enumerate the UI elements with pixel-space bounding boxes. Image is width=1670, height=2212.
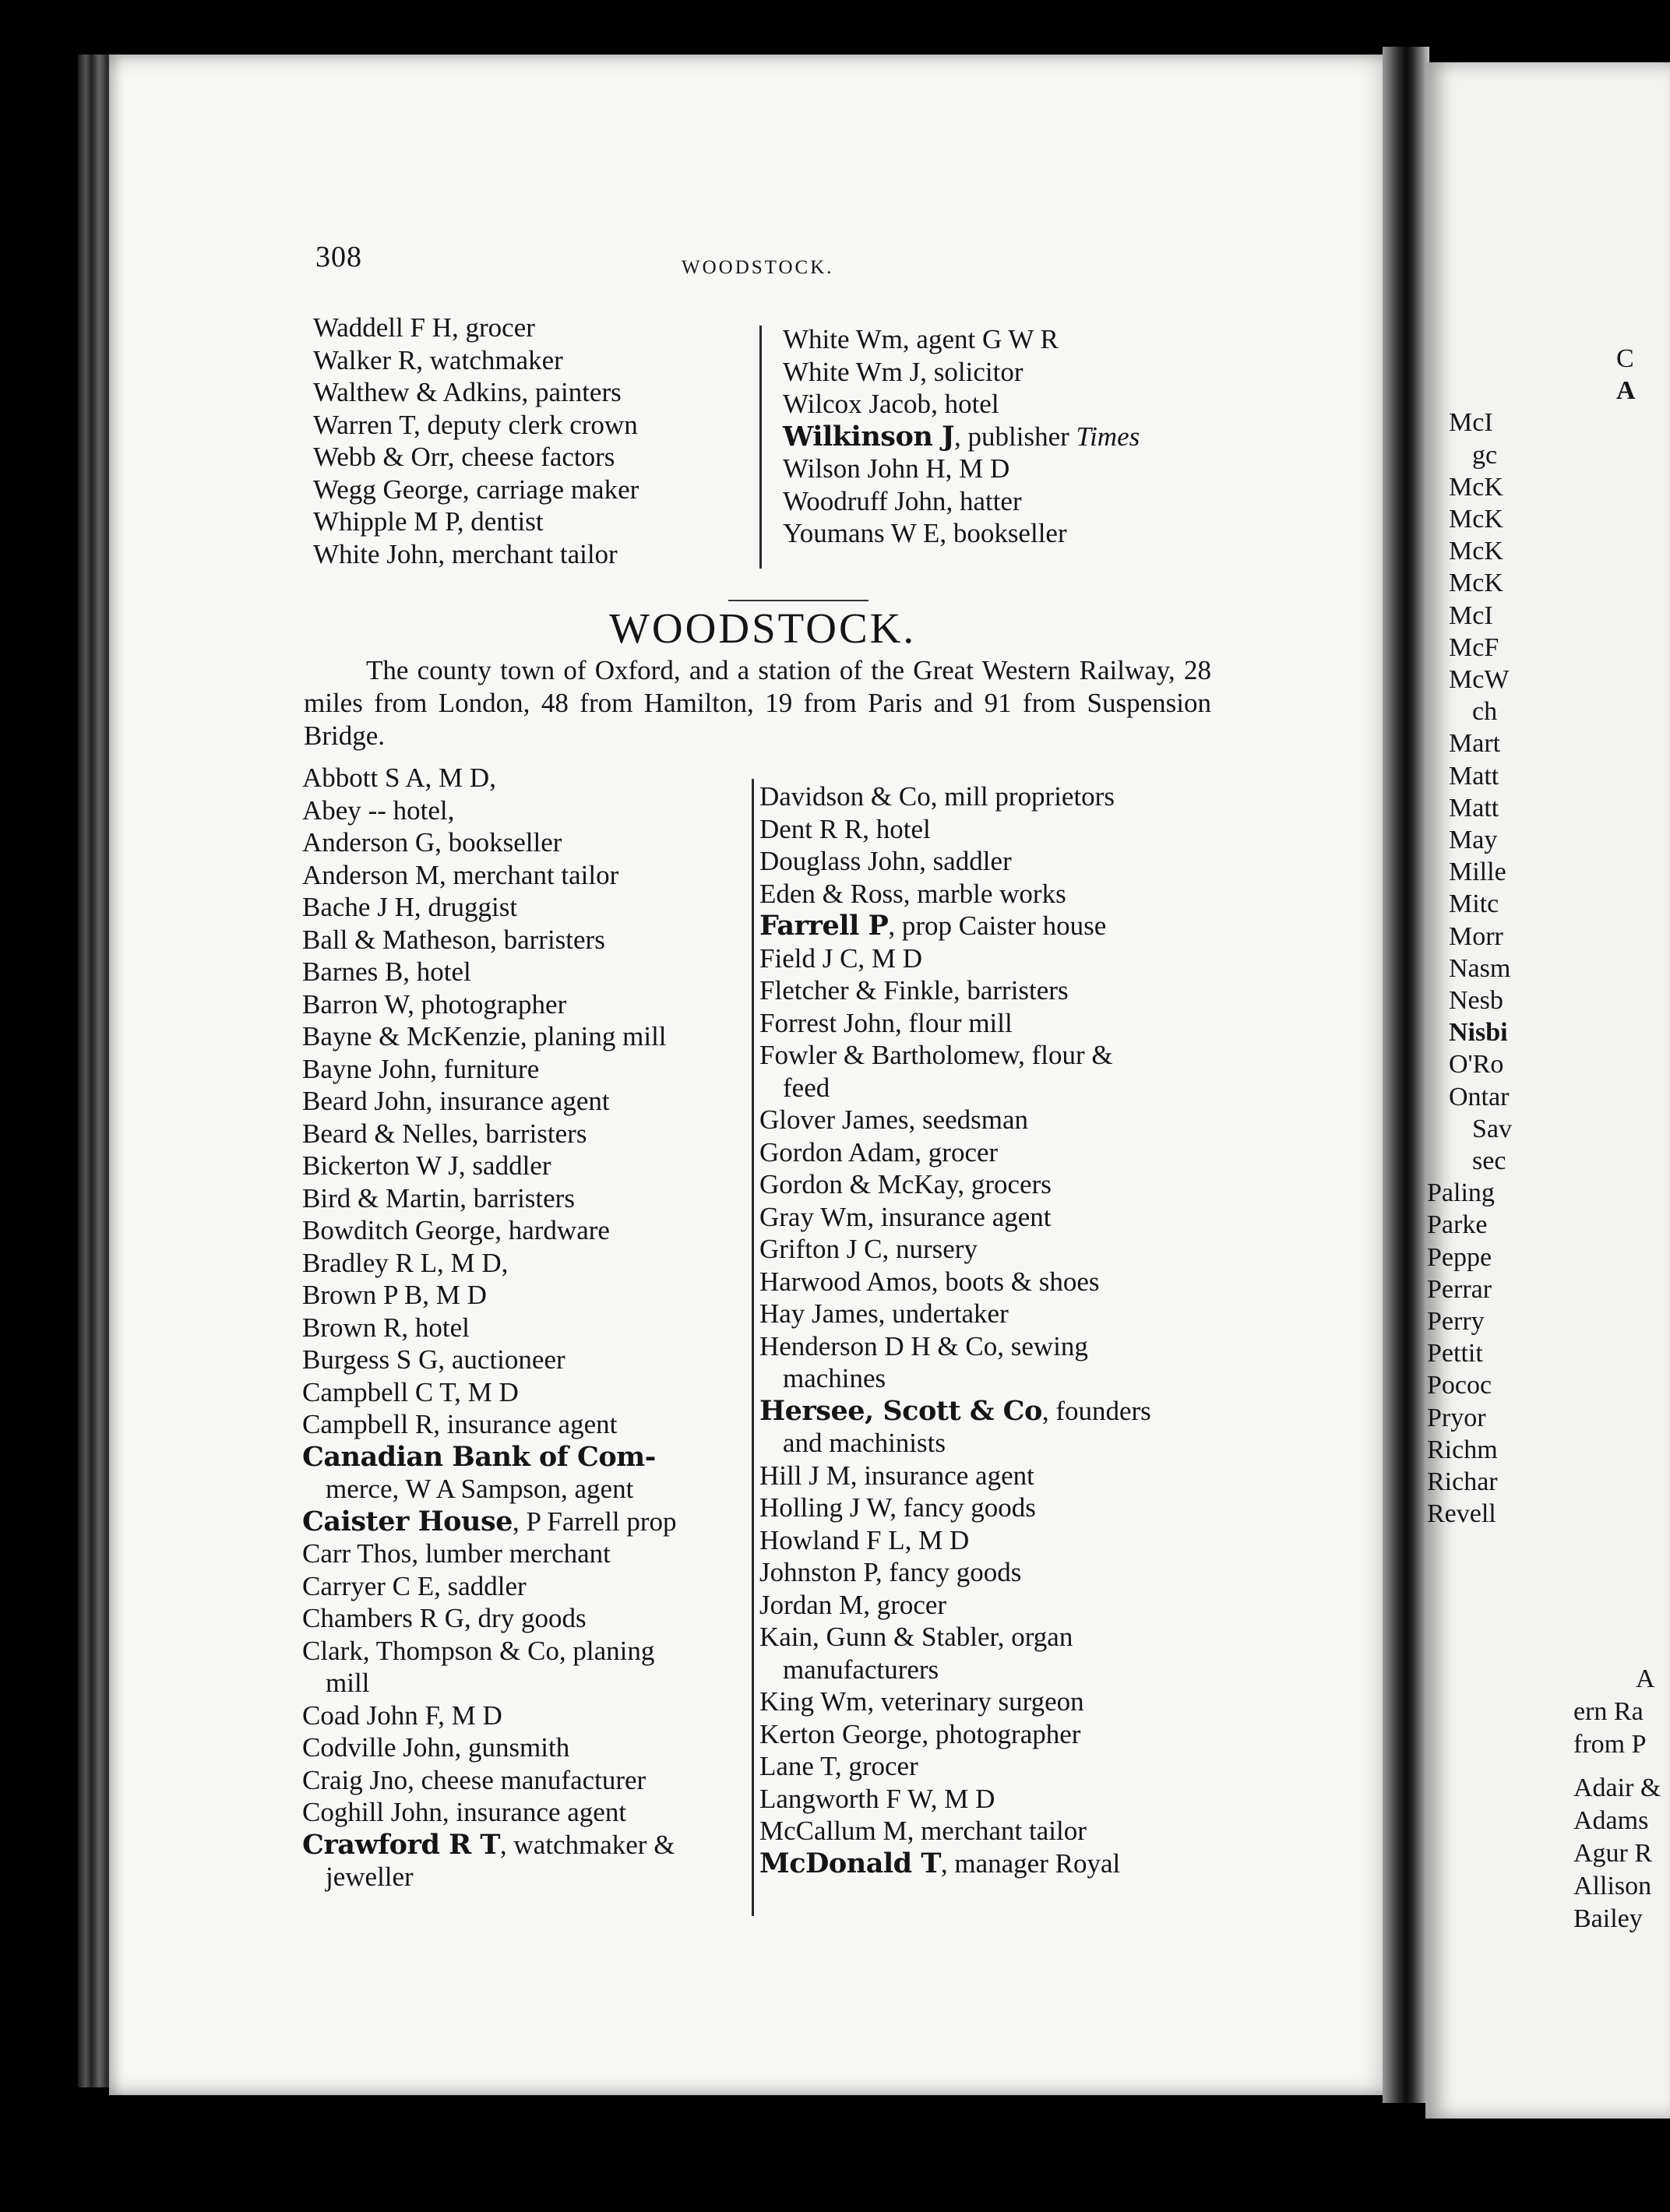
entry-detail: , fancy goods xyxy=(890,1492,1036,1523)
entry-name: Coad John F xyxy=(302,1700,439,1731)
entry-detail: , grocer xyxy=(863,1589,947,1620)
entry-name: McDonald T xyxy=(759,1847,941,1879)
directory-entry xyxy=(759,1395,1151,1460)
entry-name: Craig Jno xyxy=(302,1764,408,1795)
right-page-line: Adair & xyxy=(1573,1773,1661,1802)
directory-entry xyxy=(302,1829,677,1893)
entry-detail: , bookseller xyxy=(939,518,1067,548)
entry-detail: , painters xyxy=(521,377,622,407)
entry-detail: , agent G W R xyxy=(902,324,1059,354)
entry-detail: , merchant tailor xyxy=(438,538,618,569)
entry-name: White Wm J xyxy=(783,356,921,387)
entry-continuation: machines xyxy=(783,1363,886,1393)
entry-detail: , insurance agent xyxy=(867,1201,1052,1232)
entry-detail: , hatter xyxy=(946,485,1022,516)
directory-entry xyxy=(302,891,677,924)
directory-entry xyxy=(759,974,1151,1007)
entry-name: Brown P B xyxy=(302,1280,423,1310)
entry-name: Anderson G xyxy=(302,827,435,858)
right-page-line: Mart xyxy=(1449,729,1501,759)
directory-entry xyxy=(783,323,1140,356)
entry-name: Wegg George xyxy=(313,474,463,505)
entry-continuation: manufacturers xyxy=(783,1654,939,1685)
entry-name: Wilkinson J xyxy=(783,420,955,453)
entry-name: Abbott S A xyxy=(302,763,425,793)
entry-detail: , dry goods xyxy=(464,1603,587,1633)
directory-entry xyxy=(313,312,639,344)
entry-detail: , bookseller xyxy=(435,827,562,858)
entry-detail: , merchant tailor xyxy=(907,1816,1087,1846)
directory-entry xyxy=(302,794,677,827)
entry-detail: , photographer xyxy=(407,988,567,1020)
entry-name: Kain, Gunn & Stabler xyxy=(759,1622,998,1652)
entry-detail: , publisher xyxy=(954,421,1076,452)
entry-name: Farrell P xyxy=(759,910,889,942)
directory-entry xyxy=(759,1783,1151,1816)
directory-entry xyxy=(302,924,677,956)
entry-detail: , grocers xyxy=(957,1169,1052,1199)
entry-detail: , carriage maker xyxy=(462,474,639,505)
directory-entry xyxy=(302,1408,677,1441)
entry-continuation: merce, W A Sampson, agent xyxy=(326,1474,634,1504)
entry-name: Canadian Bank of Com- xyxy=(302,1440,656,1473)
entry-name: Langworth F W xyxy=(759,1783,931,1814)
entry-name: Codville John xyxy=(302,1732,455,1763)
entry-name: Field J C xyxy=(759,942,858,974)
directory-entry xyxy=(302,859,677,892)
directory-entry xyxy=(759,1556,1151,1589)
right-page-line: C xyxy=(1616,344,1634,373)
entry-name: Bayne John xyxy=(302,1053,431,1084)
directory-entry xyxy=(759,1621,1151,1685)
directory-column-divider xyxy=(752,779,754,1916)
right-page-fragment xyxy=(1425,62,1670,2119)
entry-name: Carr Thos xyxy=(302,1538,412,1569)
entry-name: Wilcox Jacob xyxy=(783,389,932,419)
directory-right-column xyxy=(759,780,1151,1879)
directory-entry xyxy=(302,1344,677,1376)
entry-name: Youmans W E xyxy=(783,518,940,548)
right-page-line: McK xyxy=(1449,472,1503,502)
entry-detail: , planing xyxy=(558,1635,655,1666)
right-page-line: Richm xyxy=(1427,1435,1498,1464)
entry-detail: , marble works xyxy=(903,878,1066,909)
entry-detail: , veterinary surgeon xyxy=(867,1686,1084,1717)
directory-entry xyxy=(783,421,1140,453)
entry-name: Johnston P xyxy=(759,1557,876,1587)
entry-name: Bowditch George xyxy=(302,1215,495,1245)
entry-name: Campbell R xyxy=(302,1409,434,1439)
entry-detail: , hotel xyxy=(931,389,999,419)
directory-entry xyxy=(759,1233,1151,1266)
directory-entry xyxy=(302,1376,677,1409)
directory-entry xyxy=(302,762,677,794)
entry-name: Ball & Matheson xyxy=(302,924,491,955)
entry-detail: , saddler xyxy=(434,1570,527,1601)
right-page-line: Pettit xyxy=(1427,1339,1483,1368)
entry-name: Wilson John H xyxy=(783,453,946,484)
directory-entry xyxy=(759,1460,1151,1492)
right-page-line: Perry xyxy=(1427,1307,1485,1336)
directory-entry xyxy=(302,1118,677,1150)
right-page-line: ch xyxy=(1472,697,1498,727)
entry-detail: , M D xyxy=(422,1280,487,1310)
entry-detail: , undertaker xyxy=(878,1298,1009,1329)
top-column-divider xyxy=(759,326,762,569)
directory-entry xyxy=(759,1492,1151,1524)
entry-detail: , flour mill xyxy=(895,1007,1013,1038)
entry-name: Grifton J C xyxy=(759,1234,883,1264)
entry-detail: , seedsman xyxy=(908,1104,1029,1135)
directory-entry xyxy=(759,1589,1151,1622)
right-page-line: Nisbi xyxy=(1449,1018,1508,1048)
entry-name: Hay James xyxy=(759,1298,879,1329)
entry-detail: , flour & xyxy=(1018,1040,1113,1070)
entry-name: Lane T xyxy=(759,1751,835,1781)
book-gutter xyxy=(1383,47,1429,2103)
directory-entry xyxy=(759,1750,1151,1783)
directory-entry xyxy=(302,1085,677,1118)
entry-name: Gordon & McKay xyxy=(759,1169,958,1199)
entry-name: Crawford R T xyxy=(302,1828,500,1861)
directory-entry xyxy=(302,1731,677,1764)
entry-detail: , barristers xyxy=(953,975,1069,1006)
directory-entry xyxy=(759,1815,1151,1847)
right-page-line: McW xyxy=(1449,665,1510,694)
directory-entry xyxy=(313,344,639,377)
right-page-line: A xyxy=(1616,376,1636,406)
entry-name: Barron W xyxy=(302,988,408,1020)
entry-name: Howland F L xyxy=(759,1524,905,1555)
directory-entry xyxy=(302,1635,677,1700)
right-page-line: Richar xyxy=(1427,1467,1498,1496)
right-page-line: Perrar xyxy=(1427,1274,1492,1304)
entry-detail: , M D, xyxy=(425,763,496,793)
entry-detail: , deputy clerk crown xyxy=(414,409,638,440)
right-page-line: Ontar xyxy=(1449,1082,1510,1111)
entry-detail: , fancy goods xyxy=(875,1557,1022,1587)
entry-detail: , barristers xyxy=(490,924,605,955)
entry-name: Hersee, Scott & Co xyxy=(759,1394,1042,1427)
entry-name: Harwood Amos xyxy=(759,1266,932,1297)
entry-detail: , auctioneer xyxy=(438,1344,565,1375)
section-title: WOODSTOCK. xyxy=(609,604,917,652)
right-page-line: Pryor xyxy=(1427,1403,1486,1432)
directory-entry xyxy=(759,1266,1151,1298)
entry-name: Abey xyxy=(302,794,361,826)
entry-continuation: and machinists xyxy=(783,1428,946,1458)
section-rule xyxy=(728,600,868,601)
right-page-line: Peppe xyxy=(1427,1242,1492,1272)
right-page-line: from P xyxy=(1573,1730,1647,1759)
entry-name: Gray Wm xyxy=(759,1201,868,1232)
entry-name: Carryer C E xyxy=(302,1570,435,1601)
directory-entry xyxy=(302,1279,677,1312)
directory-entry xyxy=(302,1053,677,1086)
directory-entry xyxy=(302,1182,677,1215)
entry-name: Henderson D H & Co xyxy=(759,1330,998,1361)
top-left-column xyxy=(313,312,639,570)
directory-entry xyxy=(759,1007,1151,1040)
entry-name: Anderson M xyxy=(302,859,439,890)
directory-entry xyxy=(302,1312,677,1344)
directory-entry xyxy=(302,1764,677,1797)
entry-name: Chambers R G xyxy=(302,1603,465,1633)
entry-name: Forrest John xyxy=(759,1007,896,1038)
directory-entry xyxy=(302,1247,677,1280)
intro-paragraph: The county town of Oxford, and a station of the Great Western Railway, 28 miles from London, 48 from Hamilton, 19 from Paris and 91 from Suspension Bridge. xyxy=(304,655,1211,751)
entry-detail: , sewing xyxy=(997,1330,1088,1361)
directory-entry xyxy=(759,1039,1151,1104)
entry-name: Bayne & McKenzie xyxy=(302,1021,520,1051)
entry-name: Davidson & Co xyxy=(759,781,931,812)
directory-entry xyxy=(783,453,1140,485)
entry-name: King Wm xyxy=(759,1686,868,1717)
directory-entry xyxy=(302,826,677,859)
right-page-line: Sav xyxy=(1472,1114,1512,1143)
directory-entry xyxy=(759,1168,1151,1201)
entry-name: Walker R xyxy=(313,344,417,375)
entry-name: Bickerton W J xyxy=(302,1150,459,1181)
right-page-line: Morr xyxy=(1449,921,1503,951)
directory-entry xyxy=(759,1104,1151,1136)
entry-name: White John xyxy=(313,538,439,569)
entry-name: Fowler & Bartholomew xyxy=(759,1040,1019,1070)
entry-continuation: feed xyxy=(783,1072,830,1103)
entry-name: Jordan M xyxy=(759,1589,864,1620)
entry-detail: , watchmaker xyxy=(416,344,563,375)
right-page-line: McK xyxy=(1449,537,1503,566)
right-page-line: McI xyxy=(1449,408,1493,438)
directory-entry xyxy=(759,1718,1151,1751)
entry-name: Barnes B xyxy=(302,956,403,987)
entry-name: McCallum M xyxy=(759,1816,907,1846)
directory-entry xyxy=(302,1214,677,1247)
entry-detail: , hardware xyxy=(495,1215,610,1245)
entry-detail: , hotel xyxy=(862,813,931,844)
running-head: WOODSTOCK. xyxy=(682,257,834,278)
directory-entry xyxy=(313,376,639,409)
right-page-line: Mitc xyxy=(1449,889,1499,919)
entry-name: Bradley R L xyxy=(302,1247,438,1278)
directory-entry xyxy=(759,878,1151,911)
right-page-line: A xyxy=(1636,1664,1655,1693)
right-page-line: Bailey xyxy=(1573,1904,1643,1933)
entry-detail: , druggist xyxy=(414,892,518,922)
entry-name: Campbell C T xyxy=(302,1376,455,1407)
directory-entry xyxy=(302,1020,677,1053)
directory-entry xyxy=(759,1136,1151,1169)
entry-name: Hill J M xyxy=(759,1460,851,1491)
entry-name: Holling J W xyxy=(759,1492,890,1523)
entry-detail: , insurance agent xyxy=(433,1409,618,1439)
directory-entry xyxy=(313,441,639,474)
right-page-line: Matt xyxy=(1449,761,1499,791)
entry-name: White Wm xyxy=(783,324,903,354)
directory-entry xyxy=(783,517,1140,550)
entry-detail: , M D, xyxy=(437,1247,509,1278)
entry-detail: , grocer xyxy=(452,312,535,343)
entry-detail: , M D xyxy=(930,1783,995,1814)
entry-detail: , insurance agent xyxy=(442,1797,627,1827)
directory-entry xyxy=(759,1330,1151,1395)
directory-entry xyxy=(759,1685,1151,1718)
entry-name: Fletcher & Finkle xyxy=(759,975,953,1006)
directory-left-column xyxy=(302,762,677,1893)
directory-entry xyxy=(759,1524,1151,1557)
entry-detail: , hotel xyxy=(403,956,471,987)
right-page-line: Revell xyxy=(1427,1499,1496,1529)
entry-name: Warren T xyxy=(313,409,414,440)
entry-detail: , boots & shoes xyxy=(931,1266,1100,1297)
right-page-line: Allison xyxy=(1573,1872,1652,1900)
directory-entry xyxy=(759,942,1151,975)
entry-name: Douglass John xyxy=(759,846,920,876)
right-page-line: McK xyxy=(1449,505,1503,534)
entry-detail: , founders xyxy=(1041,1395,1151,1426)
entry-detail: , barristers xyxy=(471,1118,587,1149)
entry-detail: , merchant tailor xyxy=(439,859,619,890)
entry-detail: , cheese factors xyxy=(447,442,615,472)
entry-detail: , gunsmith xyxy=(454,1732,570,1763)
directory-entry xyxy=(302,1150,677,1182)
entry-detail: , saddler xyxy=(919,846,1012,876)
directory-entry xyxy=(759,910,1151,942)
right-page-line: sec xyxy=(1472,1147,1506,1175)
directory-entry xyxy=(783,485,1140,518)
directory-entry xyxy=(759,1847,1151,1880)
directory-entry xyxy=(302,1441,677,1506)
right-page-line: Agur R xyxy=(1573,1839,1653,1868)
directory-entry xyxy=(783,356,1140,389)
entry-name: Glover James xyxy=(759,1104,909,1135)
entry-detail: , saddler xyxy=(458,1150,551,1181)
entry-name: Woodruff John xyxy=(783,485,946,516)
entry-detail: -- hotel, xyxy=(361,794,455,826)
entry-name: Whipple M P xyxy=(313,506,457,537)
entry-detail: , furniture xyxy=(430,1053,540,1084)
entry-name: Clark, Thompson & Co xyxy=(302,1635,559,1666)
entry-detail: , watchmaker & xyxy=(499,1829,675,1860)
entry-name: Burgess S G xyxy=(302,1344,439,1375)
entry-detail: , photographer xyxy=(921,1718,1081,1749)
entry-detail: , hotel xyxy=(401,1312,470,1343)
directory-entry xyxy=(302,1700,677,1732)
entry-detail: , insurance agent xyxy=(425,1086,610,1116)
entry-name: Brown R xyxy=(302,1312,402,1343)
entry-name: Gordon Adam xyxy=(759,1136,915,1168)
right-page-line: Matt xyxy=(1449,793,1499,822)
entry-detail: , M D xyxy=(454,1376,519,1407)
right-page-line: gc xyxy=(1472,440,1498,470)
section-intro xyxy=(304,654,1211,752)
entry-detail: , grocer xyxy=(914,1136,999,1168)
entry-italic: Times xyxy=(1076,421,1140,452)
entry-detail: , dentist xyxy=(456,506,544,537)
entry-name: Kerton George xyxy=(759,1718,922,1749)
directory-entry xyxy=(759,1201,1151,1234)
entry-name: Bird & Martin xyxy=(302,1182,460,1213)
entry-name: Caister House xyxy=(302,1505,513,1537)
directory-entry xyxy=(759,845,1151,878)
entry-detail: , organ xyxy=(997,1622,1073,1652)
entry-name: Beard John xyxy=(302,1086,426,1116)
right-page-line: Pococ xyxy=(1427,1371,1492,1400)
entry-detail: , manager Royal xyxy=(940,1847,1121,1879)
entry-detail: , grocer xyxy=(834,1751,918,1781)
directory-entry xyxy=(313,538,639,571)
right-page-line: McK xyxy=(1449,569,1503,598)
right-page-line: ern Ra xyxy=(1573,1697,1644,1726)
entry-name: Eden & Ross xyxy=(759,878,904,909)
entry-detail: , lumber merchant xyxy=(411,1538,611,1569)
entry-name: Walthew & Adkins xyxy=(313,377,522,407)
directory-entry xyxy=(759,813,1151,846)
entry-name: Webb & Orr xyxy=(313,442,448,472)
right-page-line: McI xyxy=(1449,601,1493,630)
entry-continuation: mill xyxy=(326,1668,370,1698)
entry-name: Dent R R xyxy=(759,813,863,844)
entry-detail: , M D xyxy=(904,1524,970,1555)
entry-detail: , mill proprietors xyxy=(930,781,1115,812)
entry-name: Bache J H xyxy=(302,892,414,922)
entry-name: Coghill John xyxy=(302,1797,442,1827)
top-right-column xyxy=(783,323,1140,550)
right-page-line: O'Ro xyxy=(1449,1050,1504,1080)
directory-entry xyxy=(302,1602,677,1635)
directory-entry xyxy=(302,1506,677,1538)
entry-detail: , M D xyxy=(858,942,923,974)
directory-entry xyxy=(302,988,677,1021)
entry-detail: , planing mill xyxy=(520,1021,667,1051)
right-page-line: Paling xyxy=(1427,1178,1495,1208)
entry-detail: , barristers xyxy=(460,1182,575,1213)
entry-detail: , nursery xyxy=(882,1234,978,1264)
entry-detail: , M D xyxy=(438,1700,502,1731)
directory-entry xyxy=(302,1796,677,1829)
directory-entry xyxy=(759,780,1151,813)
entry-detail: , M D xyxy=(945,453,1010,484)
right-page-line: McF xyxy=(1449,632,1499,662)
right-page-line: Adams xyxy=(1573,1806,1649,1835)
directory-entry xyxy=(302,1537,677,1570)
right-page-line: May xyxy=(1449,826,1498,854)
directory-entry xyxy=(783,388,1140,421)
right-page-line: Nesb xyxy=(1449,986,1503,1015)
entry-name: Waddell F H xyxy=(313,312,452,343)
directory-entry xyxy=(302,956,677,988)
right-page-line: Parke xyxy=(1427,1210,1488,1240)
directory-entry xyxy=(313,505,639,538)
entry-name: Beard & Nelles xyxy=(302,1118,472,1149)
directory-entry xyxy=(302,1570,677,1603)
directory-entry xyxy=(313,409,639,442)
entry-detail: , P Farrell prop xyxy=(512,1506,677,1537)
page-number: 308 xyxy=(315,241,362,273)
entry-detail: , cheese manufacturer xyxy=(407,1764,647,1795)
entry-detail: , prop Caister house xyxy=(888,911,1107,941)
entry-continuation: jeweller xyxy=(326,1862,414,1892)
right-page-line: Mille xyxy=(1449,858,1506,887)
directory-entry xyxy=(759,1298,1151,1330)
right-page-line: Nasm xyxy=(1449,953,1511,983)
entry-detail: , insurance agent xyxy=(850,1460,1034,1491)
directory-entry xyxy=(313,474,639,506)
entry-detail: , solicitor xyxy=(920,356,1023,387)
